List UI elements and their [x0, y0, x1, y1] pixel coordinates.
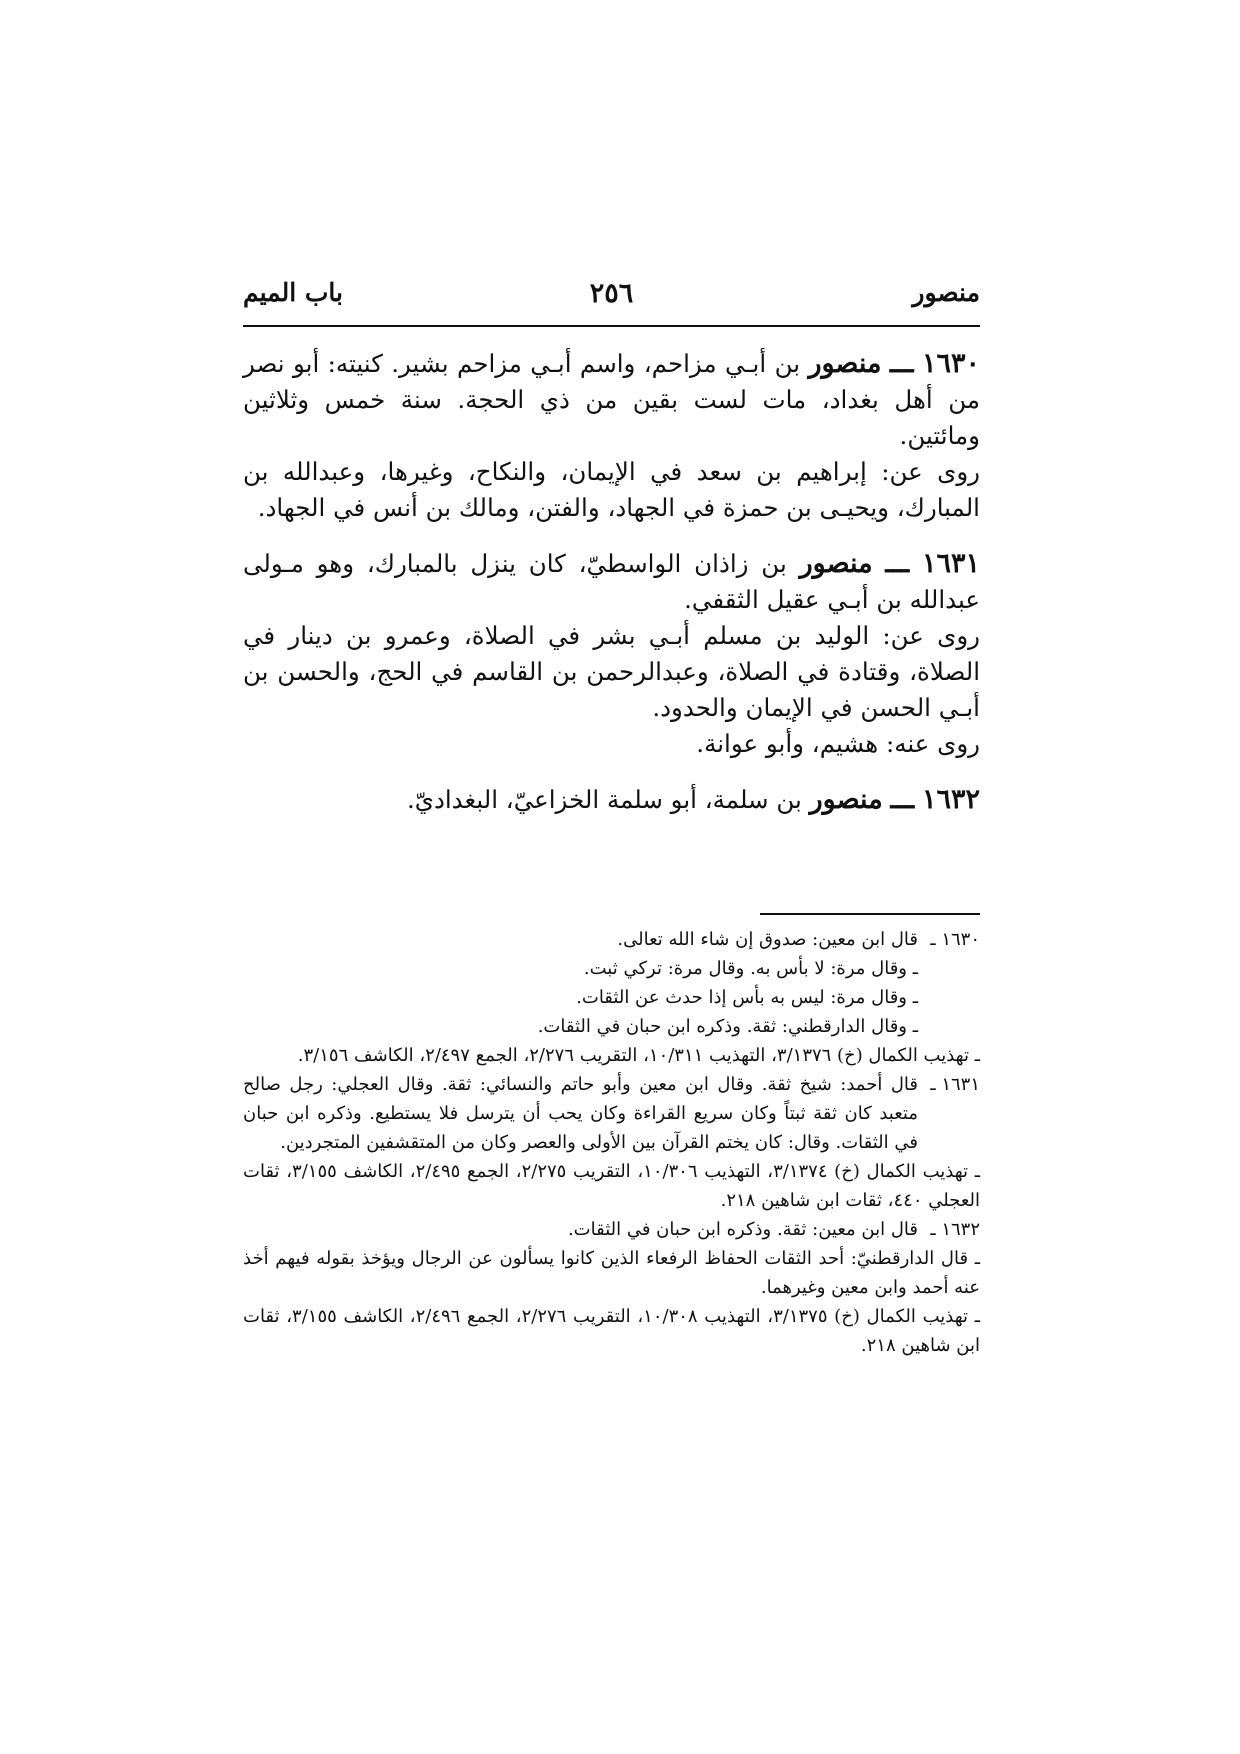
footnote-sources: ـ تهذيب الكمال (خ) ٣/١٣٧٥، التهذيب ١٠/٣٠٨، التقريب ٢/٢٧٦، الجمع ٢/٤٩٦، الكاشف ٣/١٥٥، ثقات ابن شاهين ٢١٨. — [243, 1306, 980, 1356]
header-entry-word: منصور — [912, 278, 980, 307]
footnote-number: ١٦٣٠ ـ — [930, 929, 980, 950]
entry-1630-intro — [243, 346, 980, 454]
entry-1631-narrated-by: روى عنه: هشيم، وأبو عوانة. — [696, 729, 980, 758]
footnote-number: ١٦٣٢ ـ — [930, 1219, 980, 1240]
footnote-sources: ـ تهذيب الكمال (خ) ٣/١٣٧٦، التهذيب ١٠/٣١١، التقريب ٢/٢٧٦، الجمع ٢/٤٩٧، الكاشف ٣/١٥٦. — [297, 1045, 980, 1066]
footnote-line: ـ وقال مرة: لا بأس به. وقال مرة: تركي ثبت. — [583, 958, 918, 979]
entry-dash: ـــ — [890, 784, 915, 815]
entry-number: ١٦٣٢ — [921, 784, 980, 815]
entry-number: ١٦٣٠ — [921, 348, 980, 379]
header-chapter: باب الميم — [243, 278, 344, 307]
page-number: ٢٥٦ — [589, 278, 634, 309]
footnote-1630 — [243, 925, 980, 954]
header-rule — [243, 325, 980, 327]
entry-name: منصور — [808, 348, 882, 379]
footnote-1632 — [243, 1215, 980, 1244]
footnote-sources: ـ تهذيب الكمال (خ) ٣/١٣٧٤، التهذيب ١٠/٣٠٦، التقريب ٢/٢٧٥، الجمع ٢/٤٩٥، الكاشف ٣/١٥٥، ثقات العجلي ٤٤٠، ثقات ابن شاهين ٢١٨. — [243, 1161, 980, 1211]
entry-number: ١٦٣١ — [921, 548, 980, 579]
footnote-line: ـ قال الدارقطنيّ: أحد الثقات الحفاظ الرفعاء الذين كانوا يسألون عن الرجال ويؤخذ بقوله فيهم أخذ عنه أحمد وابن معين وغيرهما. — [243, 1248, 980, 1298]
footnote-text: قال ابن معين: ثقة. وذكره ابن حبان في الثقات. — [567, 1219, 918, 1240]
main-text — [243, 346, 980, 818]
entry-description: بن زاذان الواسطيّ، كان ينزل بالمبارك، وهو مـولى عبدالله بن أبـي عقيل الثقفي. — [243, 549, 980, 614]
footnote-line: ـ وقال مرة: ليس به بأس إذا حدث عن الثقات. — [576, 987, 918, 1008]
footnote-1631 — [243, 1070, 980, 1157]
entry-1630-narrated-from: روى عن: إبراهيم بن سعد في الإيمان، والنكاح، وغيرها، وعبدالله بن المبارك، ويحيـى بن حمزة في الجهاد، والفتن، ومالك بن أنس في الجهاد. — [243, 457, 980, 522]
entry-dash: ـــ — [889, 348, 914, 379]
footnote-text: قال أحمد: شيخ ثقة. وقال ابن معين وأبو حاتم والنسائي: ثقة. وقال العجلي: رجل صالح متعبد كان ثقة ثبتاً وكان سريع القراءة وكان يحب أن يترسل فلا يستطيع. وذكره ابن حبان في الثقات. وقال: كان يختم القرآن بين الأولى والعصر وكان من المتقشفين المتجردين. — [243, 1074, 918, 1153]
entry-1632-intro — [243, 782, 980, 818]
entry-1631-intro — [243, 546, 980, 618]
footnotes — [243, 925, 980, 1360]
entry-name: منصور — [809, 784, 883, 815]
entry-dash: ـــ — [885, 548, 910, 579]
entry-description: بن سلمة، أبو سلمة الخزاعيّ، البغداديّ. — [406, 785, 802, 814]
running-header — [243, 278, 980, 324]
footnote-number: ١٦٣١ ـ — [930, 1074, 980, 1095]
entry-1631-narrated-from: روى عن: الوليد بن مسلم أبـي بشر في الصلاة، وعمرو بن دينار في الصلاة، وقتادة في الصلاة، وعبدالرحمن بن القاسم في الحج، والحسن بن أبـي الحسن في الإيمان والحدود. — [243, 621, 980, 722]
entry-name: منصور — [799, 548, 873, 579]
footnote-text: قال ابن معين: صدوق إن شاء الله تعالى. — [617, 929, 918, 950]
footnote-line: ـ وقال الدارقطني: ثقة. وذكره ابن حبان في الثقات. — [537, 1016, 918, 1037]
entry-description: بن أبـي مزاحم، واسم أبـي مزاحم بشير. كنيته: أبو نصر من أهل بغداد، مات لست بقين من ذي الحجة. سنة خمس وثلاثين ومائتين. — [243, 349, 980, 450]
footnote-rule — [760, 913, 980, 915]
